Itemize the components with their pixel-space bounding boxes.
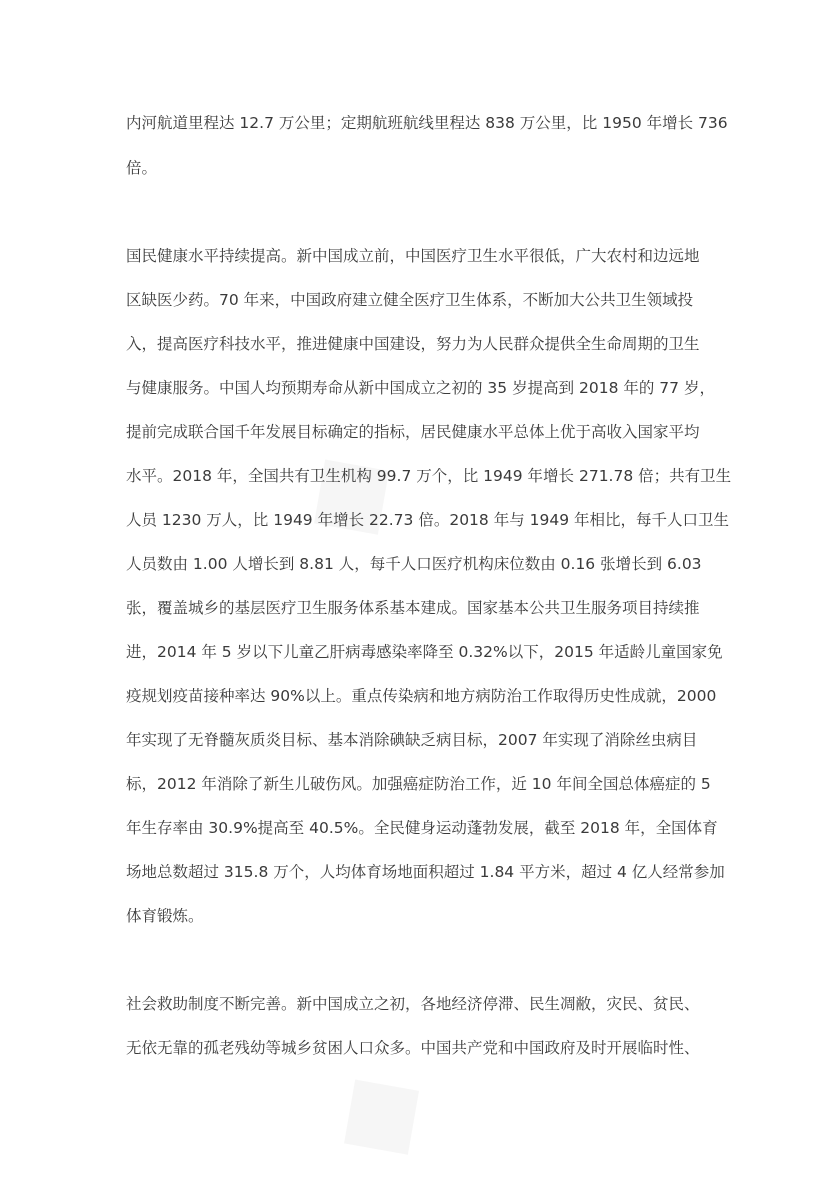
text-line: 社会救助制度不断完善。新中国成立之初，各地经济停滞、民生凋敝，灾民、贫民、 xyxy=(126,995,700,1013)
text-line: 场地总数超过 315.8 万个，人均体育场地面积超过 1.84 平方米，超过 4 亿人经常参加 xyxy=(126,863,725,881)
text-line: 与健康服务。中国人均预期寿命从新中国成立之初的 35 岁提高到 2018 年的 77 岁， xyxy=(126,379,715,397)
text-line: 无依无靠的孤老残幼等城乡贫困人口众多。中国共产党和中国政府及时开展临时性、 xyxy=(126,1039,700,1057)
text-line: 疫规划疫苗接种率达 90%以上。重点传染病和地方病防治工作取得历史性成就，2000 xyxy=(126,687,717,705)
text-line: 年生存率由 30.9%提高至 40.5%。全民健身运动蓬勃发展，截至 2018 年，全国体育 xyxy=(126,819,718,837)
text-line: 提前完成联合国千年发展目标确定的指标，居民健康水平总体上优于高收入国家平均 xyxy=(126,423,700,441)
text-line: 年实现了无脊髓灰质炎目标、基本消除碘缺乏病目标，2007 年实现了消除丝虫病目 xyxy=(126,731,698,749)
text-line: 入，提高医疗科技水平，推进健康中国建设，努力为人民群众提供全生命周期的卫生 xyxy=(126,335,700,353)
text-line: 人员 1230 万人，比 1949 年增长 22.73 倍。2018 年与 1949 年相比，每千人口卫生 xyxy=(126,511,730,529)
text-line: 进，2014 年 5 岁以下儿童乙肝病毒感染率降至 0.32%以下，2015 年适龄儿童国家免 xyxy=(126,643,723,661)
text-line: 倍。 xyxy=(126,159,158,177)
text-line: 内河航道里程达 12.7 万公里；定期航班航线里程达 838 万公里，比 1950 年增长 736 xyxy=(126,114,728,132)
text-line: 标，2012 年消除了新生儿破伤风。加强癌症防治工作，近 10 年间全国总体癌症的 5 xyxy=(126,775,711,793)
text-line: 张，覆盖城乡的基层医疗卫生服务体系基本建成。国家基本公共卫生服务项目持续推 xyxy=(126,599,700,617)
text-line: 体育锻炼。 xyxy=(126,907,204,925)
text-line: 人员数由 1.00 人增长到 8.81 人，每千人口医疗机构床位数由 0.16 张增长到 6.03 xyxy=(126,555,702,573)
text-line: 水平。2018 年，全国共有卫生机构 99.7 万个，比 1949 年增长 271.78 倍；共有卫生 xyxy=(126,467,732,485)
text-line: 国民健康水平持续提高。新中国成立前，中国医疗卫生水平很低，广大农村和边远地 xyxy=(126,247,700,265)
text-line: 区缺医少药。70 年来，中国政府建立健全医疗卫生体系，不断加大公共卫生领域投 xyxy=(126,291,694,309)
